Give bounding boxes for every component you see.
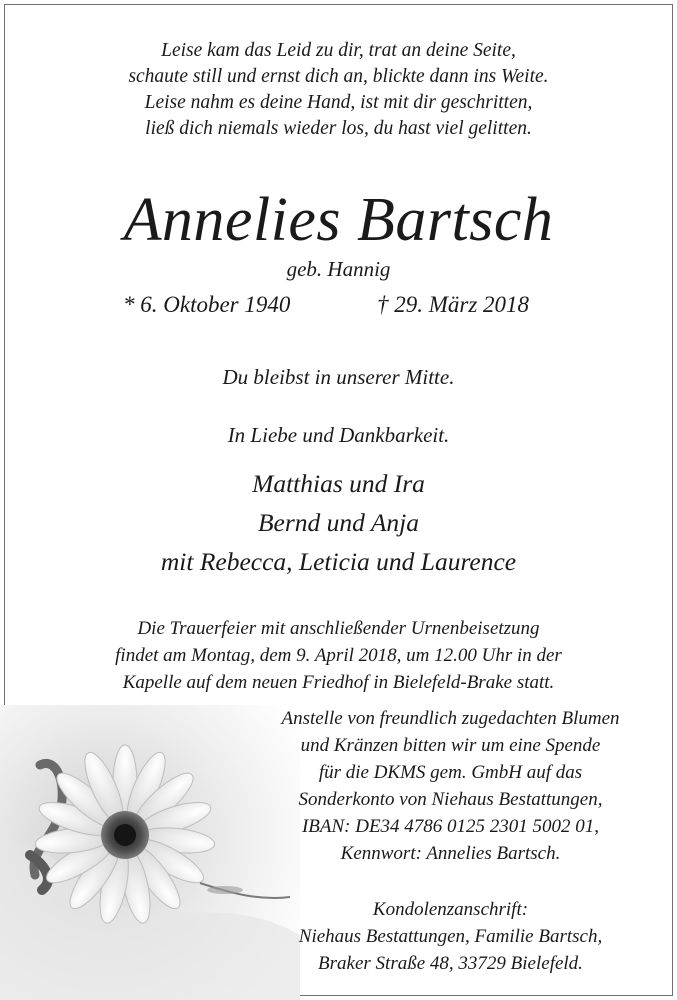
death-date: † 29. März 2018 (377, 292, 530, 317)
poem-line: schaute still und ernst dich an, blickte dann ins Weite. (128, 66, 549, 87)
ceremony-line: findet am Montag, dem 9. April 2018, um 12.00 Uhr in der (115, 645, 562, 666)
family-line: Bernd und Anja (257, 508, 420, 537)
donation-line: Sonderkonto von Niehaus Bestattungen, (298, 789, 603, 810)
deceased-name: Annelies Bartsch (123, 186, 554, 254)
memorial-poem (0, 38, 677, 142)
donation-request (228, 705, 673, 867)
motto: Du bleibst in unserer Mitte. (222, 365, 455, 389)
poem-line: Leise nahm es deine Hand, ist mit dir geschritten, (144, 92, 533, 113)
born-name: geb. Hannig (286, 257, 391, 281)
condolence-address (228, 896, 673, 977)
donation-line: Kennwort: Annelies Bartsch. (340, 843, 561, 864)
donation-line: für die DKMS gem. GmbH auf das (318, 762, 583, 783)
closing-line: In Liebe und Dankbarkeit. (227, 423, 450, 447)
ceremony-notice (0, 615, 677, 696)
family-line: Matthias und Ira (252, 469, 425, 498)
donation-line: und Kränzen bitten wir um eine Spende (300, 735, 601, 756)
condolence-line: Niehaus Bestattungen, Familie Bartsch, (298, 926, 603, 947)
donation-line: Anstelle von freundlich zugedachten Blumen (281, 708, 620, 729)
ceremony-line: Kapelle auf dem neuen Friedhof in Bielefeld-Brake statt. (122, 672, 555, 693)
ceremony-line: Die Trauerfeier mit anschließender Urnenbeisetzung (137, 618, 540, 639)
donation-line: IBAN: DE34 4786 0125 2301 5002 01, (301, 816, 600, 837)
family-line: mit Rebecca, Leticia und Laurence (160, 547, 517, 576)
birth-date: * 6. Oktober 1940 (123, 292, 291, 317)
condolence-line: Braker Straße 48, 33729 Bielefeld. (318, 953, 583, 974)
family-members (0, 464, 677, 581)
poem-line: ließ dich niemals wieder los, du hast viel gelitten. (145, 118, 532, 139)
condolence-line: Kondolenzanschrift: (372, 899, 529, 920)
poem-line: Leise kam das Leid zu dir, trat an deine Seite, (161, 40, 516, 61)
